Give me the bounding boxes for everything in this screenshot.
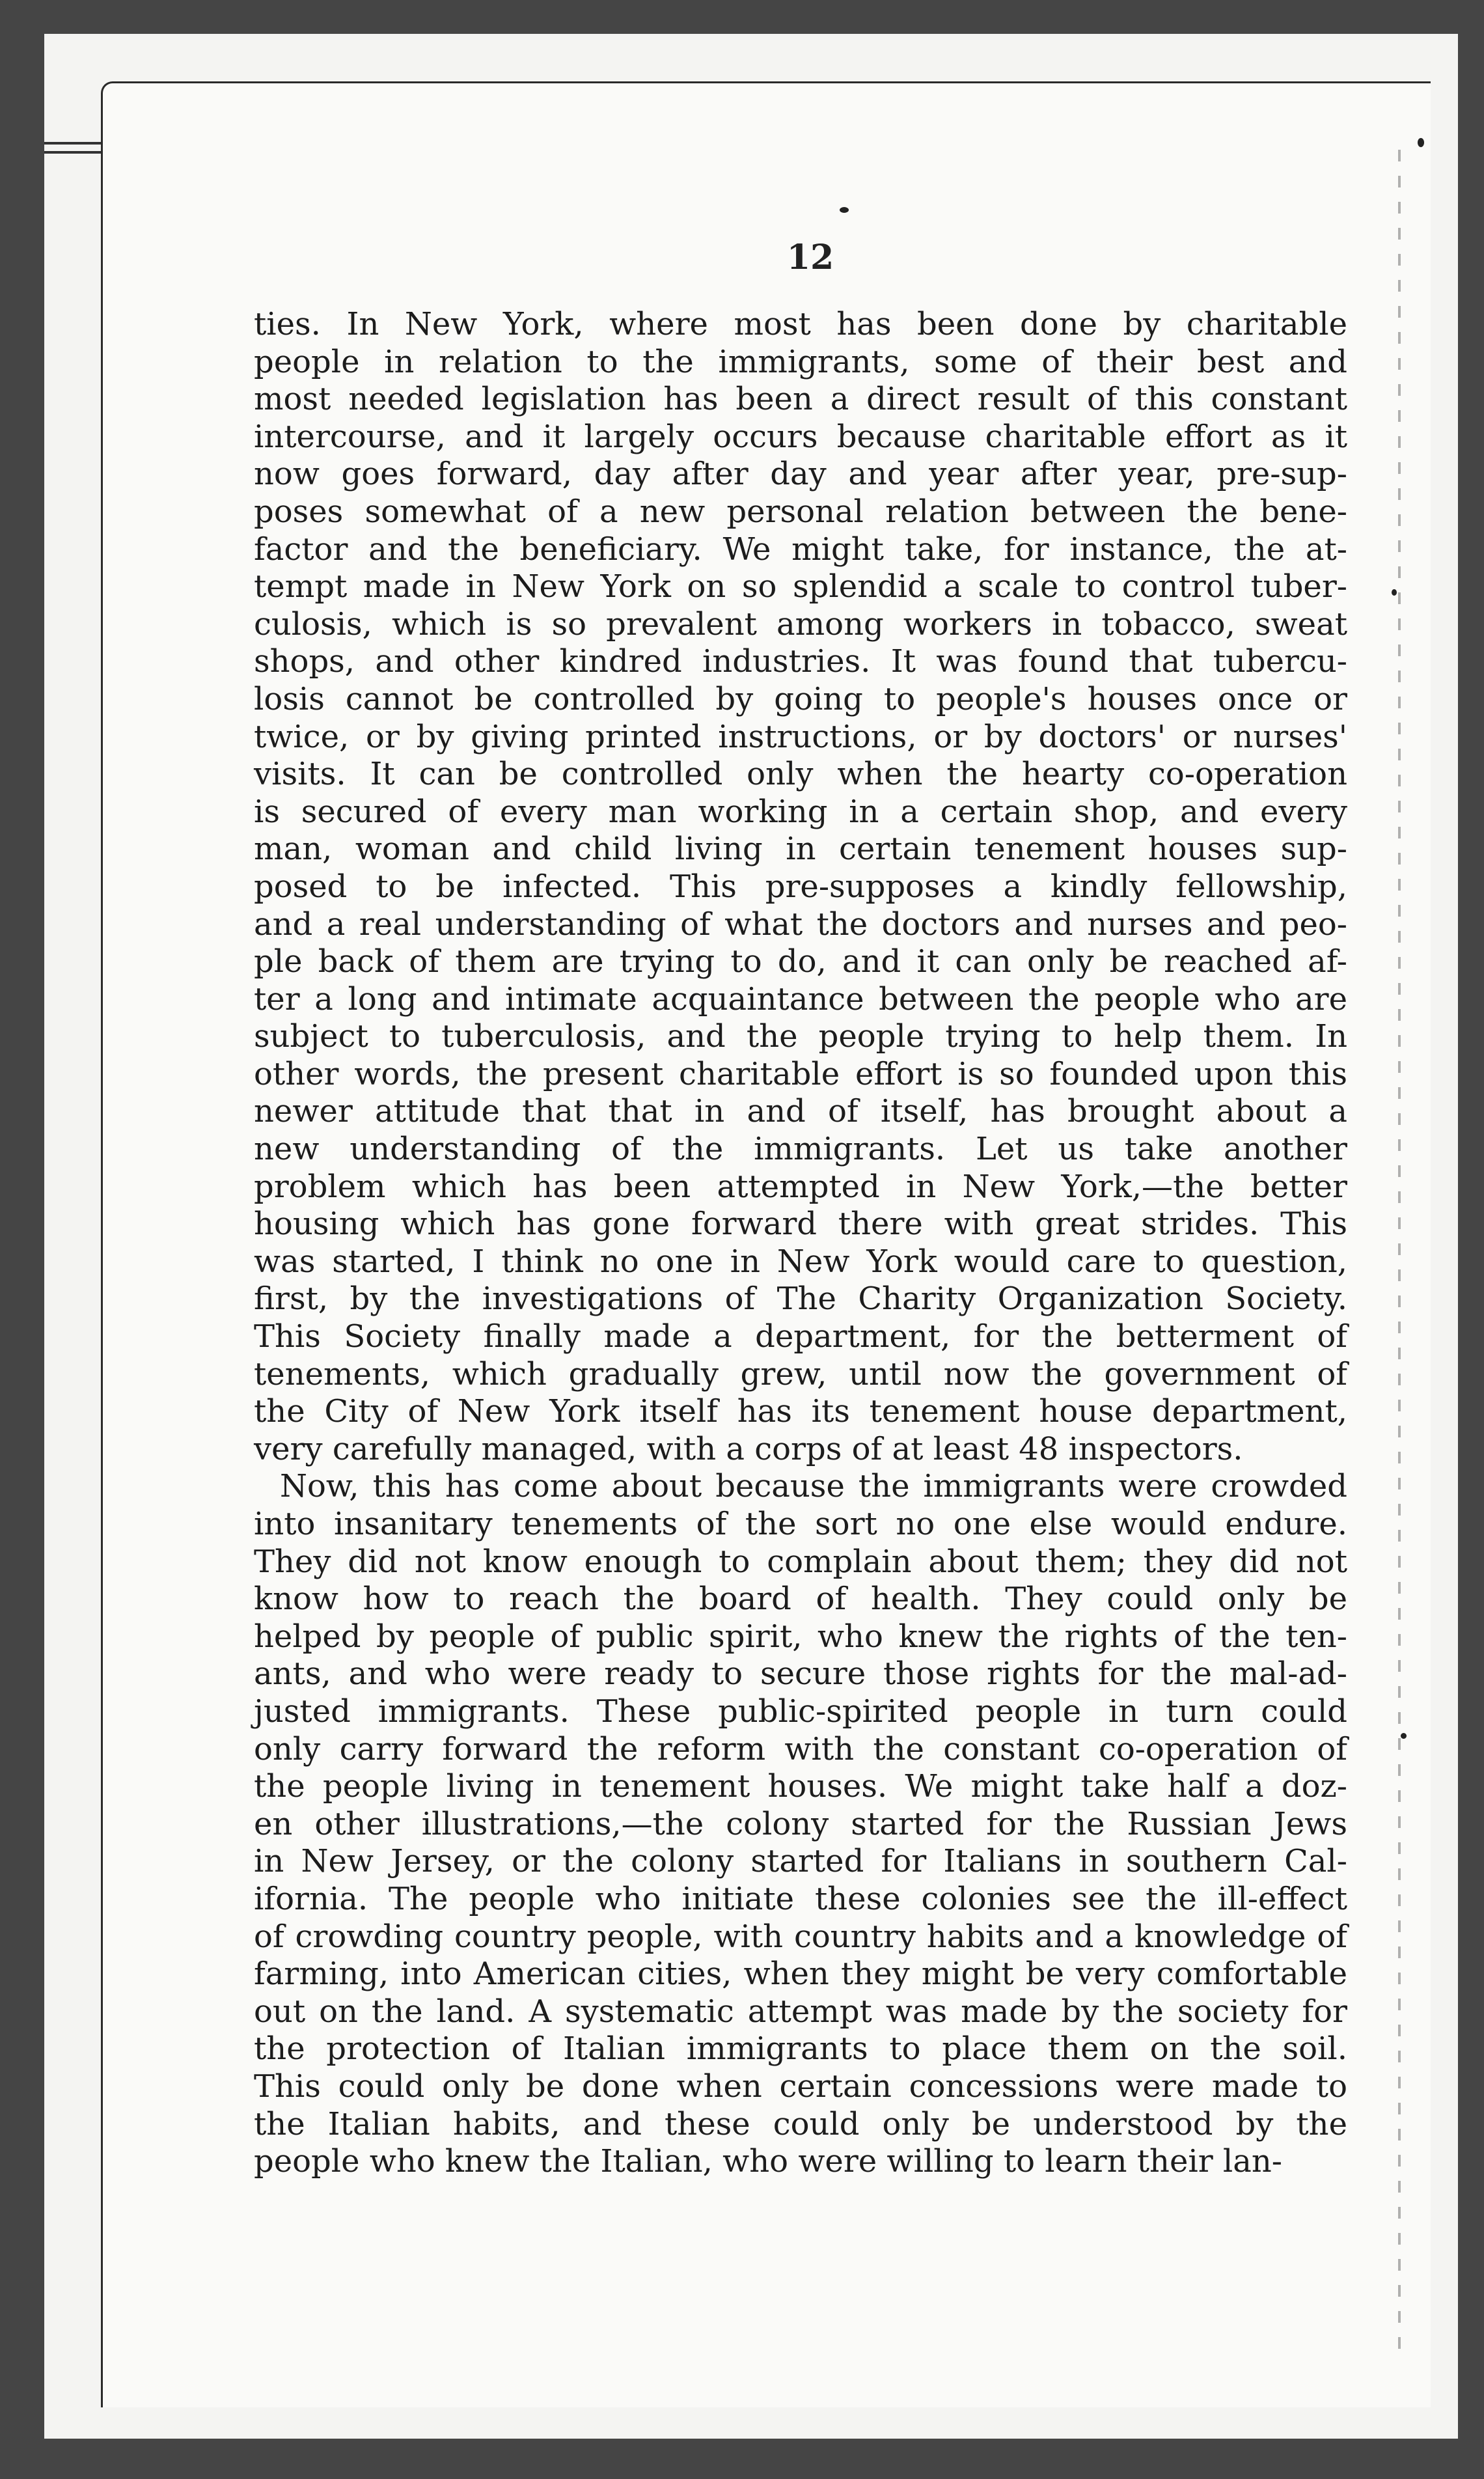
text-line: ter a long and intimate acquaintance between the people who are (254, 980, 1347, 1018)
binding-rule (44, 142, 103, 154)
text-line: only carry forward the reform with the constant co-operation of (254, 1730, 1347, 1767)
text-line: very carefully managed, with a corps of at least 48 inspectors. (254, 1430, 1243, 1467)
text-line: other words, the present charitable effort is so founded upon this (254, 1055, 1347, 1092)
ink-speck (1401, 1733, 1407, 1739)
text-line: first, by the investigations of The Charity Organization Society. (254, 1281, 1347, 1318)
text-line: factor and the beneficiary. We might take, for instance, the at- (254, 531, 1347, 568)
text-line: the Italian habits, and these could only be understood by the (254, 2105, 1347, 2142)
text-line: man, woman and child living in certain tenement houses sup- (254, 831, 1347, 868)
text-line: people who knew the Italian, who were willing to learn their lan- (254, 2143, 1283, 2180)
text-line: newer attitude that that in and of itself, has brought about a (254, 1093, 1347, 1130)
text-line: justed immigrants. These public-spirited people in turn could (254, 1693, 1347, 1730)
text-line: posed to be infected. This pre-supposes a kindly fellowship, (254, 868, 1347, 905)
text-line: now goes forward, day after day and year after year, pre-sup- (254, 456, 1347, 493)
text-line: and a real understanding of what the doctors and nurses and peo- (254, 906, 1347, 943)
text-line: culosis, which is so prevalent among workers in tobacco, sweat (254, 605, 1347, 643)
text-line: is secured of every man working in a certain shop, and every (254, 793, 1347, 830)
text-line: the people living in tenement houses. We might take half a doz- (254, 1768, 1347, 1805)
body-text (254, 306, 1347, 2181)
text-line: the City of New York itself has its tenement house department, (254, 1393, 1347, 1430)
text-line: farming, into American cities, when they might be very comfortable (254, 1956, 1347, 1993)
text-line: twice, or by giving printed instructions, or by doctors' or nurses' (254, 718, 1347, 755)
text-line: new understanding of the immigrants. Let us take another (254, 1131, 1347, 1168)
text-line: in New Jersey, or the colony started for Italians in southern Cal- (254, 1843, 1347, 1880)
text-line: the protection of Italian immigrants to place them on the soil. (254, 2030, 1347, 2068)
text-line: shops, and other kindred industries. It was found that tubercu- (254, 643, 1347, 680)
text-line: tenements, which gradually grew, until now the government of (254, 1355, 1347, 1392)
text-line: Now, this has come about because the immigrants were crowded (280, 1468, 1347, 1505)
text-line: subject to tuberculosis, and the people trying to help them. In (254, 1018, 1347, 1055)
text-line: They did not know enough to complain about them; they did not (254, 1543, 1347, 1580)
ink-speck (1418, 138, 1424, 147)
text-line: ties. In New York, where most has been done by charitable (254, 306, 1347, 342)
ink-speck (840, 207, 849, 213)
text-line: helped by people of public spirit, who knew the rights of the ten- (254, 1618, 1347, 1655)
text-line: This Society finally made a department, for the betterment of (254, 1318, 1347, 1355)
page-number: 12 (786, 238, 834, 277)
text-line: tempt made in New York on so splendid a scale to control tuber- (254, 568, 1347, 605)
text-line: most needed legislation has been a direct result of this constant (254, 381, 1347, 418)
text-line: people in relation to the immigrants, some of their best and (254, 343, 1347, 380)
text-line: This could only be done when certain concessions were made to (254, 2068, 1347, 2105)
page-edge-shadow (1398, 150, 1401, 2363)
text-line: was started, I think no one in New York would care to question, (254, 1243, 1347, 1280)
text-line: ple back of them are trying to do, and it can only be reached af- (254, 943, 1347, 980)
text-line: of crowding country people, with country habits and a knowledge of (254, 1918, 1347, 1955)
text-line: into insanitary tenements of the sort no one else would endure. (254, 1506, 1347, 1542)
text-line: know how to reach the board of health. They could only be (254, 1581, 1347, 1618)
ink-speck (1392, 589, 1397, 596)
text-line: out on the land. A systematic attempt was made by the society for (254, 1993, 1347, 2030)
text-line: losis cannot be controlled by going to people's houses once or (254, 680, 1347, 717)
text-line: ants, and who were ready to secure those rights for the mal-ad- (254, 1655, 1347, 1693)
text-line: ifornia. The people who initiate these colonies see the ill-effect (254, 1880, 1347, 1917)
text-line: visits. It can be controlled only when the hearty co-operation (254, 756, 1347, 793)
text-line: problem which has been attempted in New York,—the better (254, 1168, 1347, 1205)
text-line: poses somewhat of a new personal relation between the bene- (254, 493, 1347, 530)
text-line: en other illustrations,—the colony started for the Russian Jews (254, 1805, 1347, 1842)
text-line: intercourse, and it largely occurs because charitable effort as it (254, 418, 1347, 455)
text-line: housing which has gone forward there with great strides. This (254, 1206, 1347, 1243)
